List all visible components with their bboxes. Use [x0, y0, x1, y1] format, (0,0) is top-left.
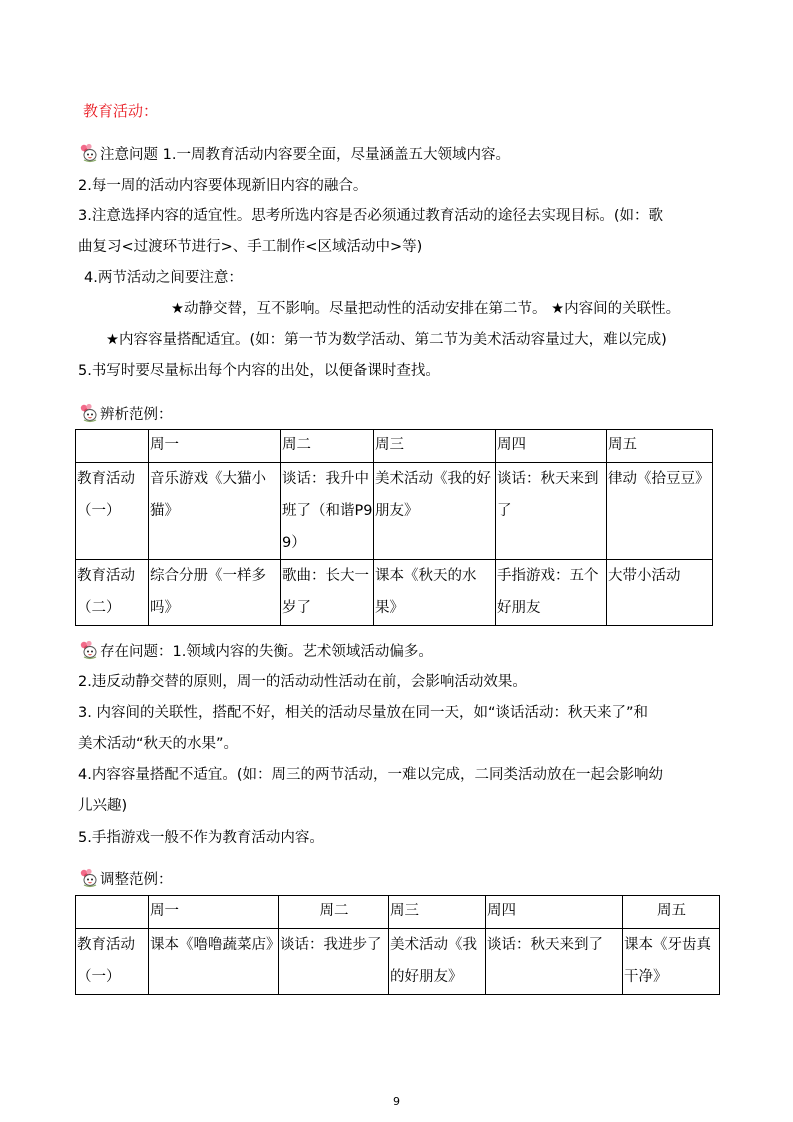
table-header-cell: 周三 — [389, 896, 486, 929]
table-header-cell: 周一 — [149, 430, 281, 463]
table-header-row — [76, 896, 720, 929]
problems-line-3a: 3. 内容间的关联性，搭配不好，相关的活动尽量放在同一天，如“谈话活动：秋天来了”和 — [78, 705, 648, 721]
table-cell: 谈话：秋天来到了 — [486, 929, 623, 995]
table-row — [76, 463, 713, 560]
table-header-cell: 周一 — [149, 896, 279, 929]
problems-line-5: 5.手指游戏一般不作为教育活动内容。 — [78, 830, 324, 846]
example1-label-text: 辨析范例： — [100, 407, 173, 423]
table-cell: 歌曲：长大一岁了 — [281, 560, 374, 626]
table-row — [76, 929, 720, 995]
table-cell: 教育活动（一） — [76, 463, 149, 560]
table-header-cell — [76, 430, 149, 463]
section-heading: 教育活动： — [83, 102, 159, 120]
problems-line-1 — [78, 642, 433, 662]
table-header-row — [76, 430, 713, 463]
flower-mascot-icon — [78, 868, 98, 888]
table-header-cell: 周二 — [279, 896, 389, 929]
table-cell: 大带小活动 — [607, 560, 713, 626]
table-cell: 音乐游戏《大猫小猫》 — [149, 463, 281, 560]
notes-line-3a: 3.注意选择内容的适宜性。思考所选内容是否必须通过教育活动的途径去实现目标。(如：歌 — [78, 208, 663, 224]
table-header-cell: 周四 — [486, 896, 623, 929]
problems-line-2: 2.违反动静交替的原则，周一的活动动性活动在前，会影响活动效果。 — [78, 674, 527, 690]
table-cell: 谈话：我升中班了（和谐P99） — [281, 463, 374, 560]
notes-line-5: 5.书写时要尽量标出每个内容的出处，以便备课时查找。 — [78, 363, 440, 379]
table-cell: 课本《牙齿真干净》 — [623, 929, 720, 995]
example2-label-text: 调整范例： — [100, 872, 173, 888]
notes-line-3b: 曲复习<过渡环节进行>、手工制作<区域活动中>等) — [78, 239, 423, 255]
table-header-cell — [76, 896, 149, 929]
notes-line-4: 4.两节活动之间要注意： — [84, 270, 243, 286]
table-cell: 美术活动《我的好朋友》 — [374, 463, 496, 560]
notes-line-4a: ★动静交替，互不影响。尽量把动性的活动安排在第二节。 ★内容间的关联性。 — [171, 301, 681, 317]
table-cell: 综合分册《一样多吗》 — [149, 560, 281, 626]
table-cell: 手指游戏：五个好朋友 — [496, 560, 607, 626]
problems-line-4b: 儿兴趣) — [78, 798, 128, 814]
table-header-cell: 周三 — [374, 430, 496, 463]
example2-label — [78, 870, 173, 890]
table-header-cell: 周五 — [623, 896, 720, 929]
table-cell: 课本《秋天的水果》 — [374, 560, 496, 626]
page-number: 9 — [393, 1095, 400, 1108]
problems-line-4a: 4.内容容量搭配不适宜。(如：周三的两节活动，一难以完成，二同类活动放在一起会影响幼 — [78, 767, 663, 783]
table-header-cell: 周二 — [281, 430, 374, 463]
table-header-cell: 周四 — [496, 430, 607, 463]
table-header-cell: 周五 — [607, 430, 713, 463]
flower-mascot-icon — [78, 640, 98, 660]
example2-table — [75, 895, 720, 995]
problems-line-3b: 美术活动“秋天的水果”。 — [78, 736, 239, 752]
table-cell: 谈话：秋天来到了 — [496, 463, 607, 560]
notes-line-1 — [78, 145, 510, 165]
notes-text-1: 注意问题 1.一周教育活动内容要全面，尽量涵盖五大领域内容。 — [100, 147, 510, 163]
table-cell: 教育活动（二） — [76, 560, 149, 626]
notes-line-2: 2.每一周的活动内容要体现新旧内容的融合。 — [78, 178, 368, 194]
flower-mascot-icon — [78, 403, 98, 423]
example1-table — [75, 429, 713, 626]
flower-mascot-icon — [78, 143, 98, 163]
table-cell: 课本《噜噜蔬菜店》 — [149, 929, 279, 995]
table-cell: 律动《拾豆豆》 — [607, 463, 713, 560]
table-cell: 教育活动（一） — [76, 929, 149, 995]
table-cell: 美术活动《我的好朋友》 — [389, 929, 486, 995]
notes-line-4b: ★内容容量搭配适宜。(如：第一节为数学活动、第二节为美术活动容量过大，难以完成) — [106, 332, 667, 348]
problems-text-1: 存在问题：1.领域内容的失衡。艺术领域活动偏多。 — [100, 644, 433, 660]
table-cell: 谈话：我进步了 — [279, 929, 389, 995]
table-row — [76, 560, 713, 626]
example1-label — [78, 405, 173, 425]
